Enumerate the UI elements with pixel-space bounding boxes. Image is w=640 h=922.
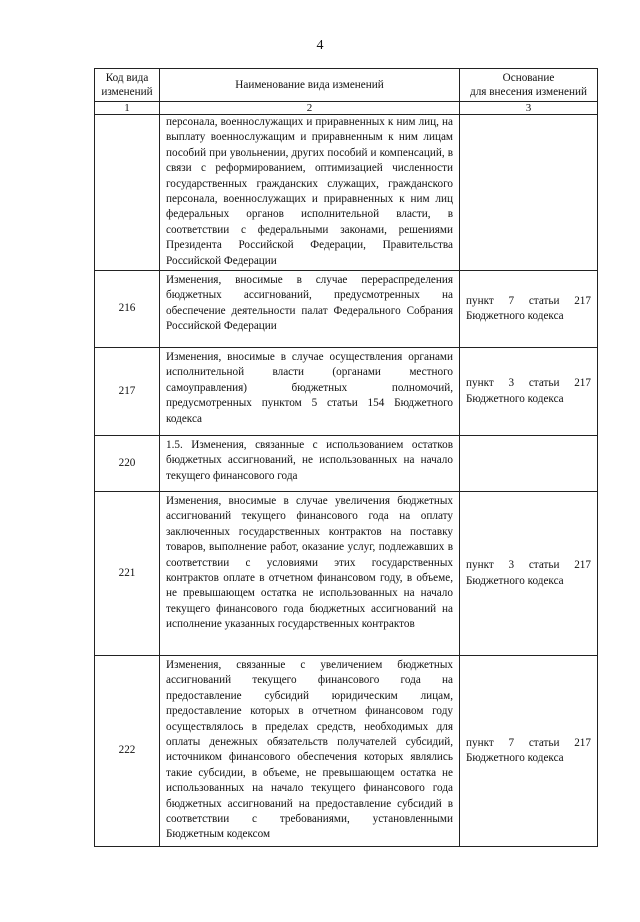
header-name (160, 69, 460, 102)
row-code: 221 (95, 492, 160, 656)
row-code: 217 (95, 348, 160, 436)
row-basis: пункт 3 статьи 217 Бюджетного кодекса (460, 492, 598, 656)
header-code-line: изменений (101, 86, 153, 98)
row-name: Изменения, вносимые в случае осуществления органами исполнительной власти (органами местного самоуправления) бюджетных полномочий, предусмотренных пунктом 5 статьи 154 Бюджетного кодекса (160, 348, 460, 436)
table-row (95, 115, 598, 271)
row-name: Изменения, вносимые в случае перераспределения бюджетных ассигнований, предусмотренных на обеспечение деятельности палат Федерального Собрания Российской Федерации (160, 271, 460, 348)
row-name: Изменения, вносимые в случае увеличения бюджетных ассигнований текущего финансового года на оплату заключенных государственных контрактов на поставку товаров, выполнение работ, оказание услуг, подлежавших в соответствии с условиями этих государственных контрактов оплате в отчетном финансовом году, в объеме, не превышающем остатка не использованных на начало текущего финансового года бюджетных ассигнований на исполнение указанных государственных контрактов (160, 492, 460, 656)
header-code-line: Код вида (105, 72, 149, 84)
header-basis-line: для внесения изменений (470, 86, 587, 98)
row-code: 216 (95, 271, 160, 348)
row-name: персонала, военнослужащих и приравненных к ним лиц, на выплату военнослужащим и приравненным к ним лицам пособий при увольнении, других пособий и компенсаций, в связи с реформированием, оптимизацией численности государственных гражданских служащих, гражданского персонала, военнослужащих и приравненных к ним лиц федеральных органов исполнительной власти, в соответствии с федеральными законами, решениями Президента Российской Федерации, Правительства Российской Федерации (160, 115, 460, 271)
row-name: 1.5. Изменения, связанные с использованием остатков бюджетных ассигнований, не использованных на начало текущего финансового года (160, 436, 460, 492)
header-basis (460, 69, 598, 102)
table-row (95, 348, 598, 436)
page-number: 4 (316, 38, 324, 53)
row-code: 222 (95, 656, 160, 847)
column-number: 2 (160, 102, 460, 115)
table-header-row (95, 69, 598, 102)
row-basis (460, 436, 598, 492)
column-number: 1 (95, 102, 160, 115)
table-row (95, 492, 598, 656)
table-row (95, 656, 598, 847)
row-basis: пункт 7 статьи 217 Бюджетного кодекса (460, 271, 598, 348)
row-code (95, 115, 160, 271)
row-basis: пункт 7 статьи 217 Бюджетного кодекса (460, 656, 598, 847)
table-row (95, 271, 598, 348)
row-basis: пункт 3 статьи 217 Бюджетного кодекса (460, 348, 598, 436)
header-code (95, 69, 160, 102)
row-name: Изменения, связанные с увеличением бюджетных ассигнований текущего финансового года на предоставление субсидий юридическим лицам, предоставление которых в отчетном финансовом году осуществлялось в пределах средств, необходимых для оплаты денежных обязательств получателей субсидий, источником финансового обеспечения которых являлись такие субсидии, в объеме, не превышающем остатка не использованных на начало текущего финансового года бюджетных ассигнований на предоставление субсидий в соответствии с требованиями, установленными Бюджетным кодексом (160, 656, 460, 847)
header-name-line: Наименование вида изменений (235, 79, 384, 91)
row-basis (460, 115, 598, 271)
table-row (95, 436, 598, 492)
changes-table (94, 68, 598, 847)
row-code: 220 (95, 436, 160, 492)
column-number-row (95, 102, 598, 115)
header-basis-line: Основание (502, 72, 555, 84)
column-number: 3 (460, 102, 598, 115)
